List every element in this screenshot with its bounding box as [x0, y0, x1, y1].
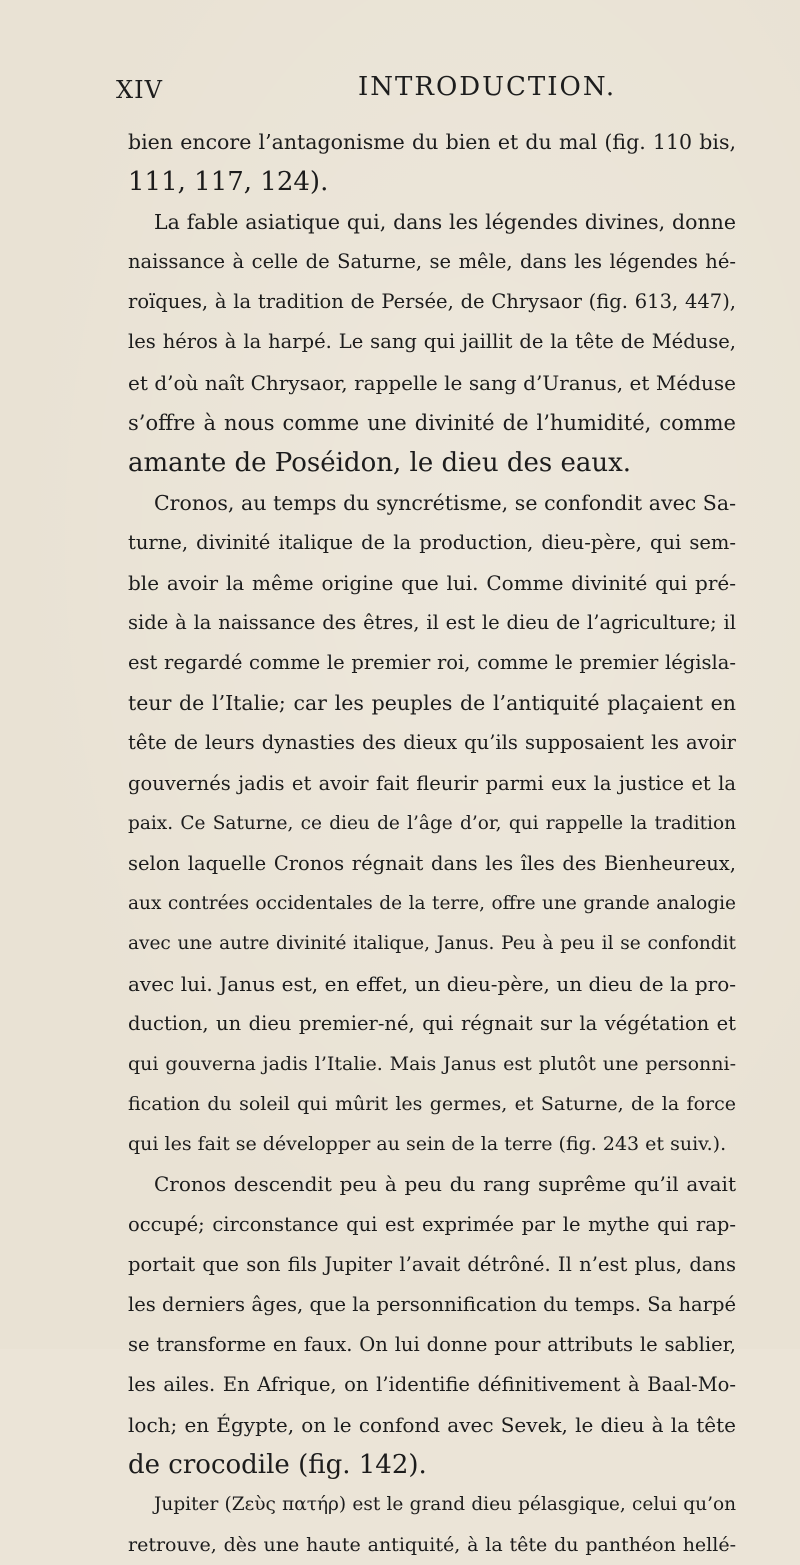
text-line: qui gouverna jadis l’Italie. Mais Janus est plutôt une personni- — [128, 1053, 736, 1076]
text-line: ble avoir la même origine que lui. Comme divinité qui pré- — [128, 571, 736, 596]
page-header — [116, 70, 736, 104]
text-line: avec une autre divinité italique, Janus. Peu à peu il se confondit — [128, 932, 736, 954]
text-line: teur de l’Italie; car les peuples de l’antiquité plaçaient en — [128, 691, 736, 716]
text-line: Cronos, au temps du syncrétisme, se confondit avec Sa- — [154, 490, 736, 515]
text-line: qui les fait se développer au sein de la terre (fig. 243 et suiv.). — [128, 1133, 727, 1156]
text-line: avec lui. Janus est, en effet, un dieu-père, un dieu de la pro- — [128, 971, 736, 996]
text-line: loch; en Égypte, on le confond avec Sevek, le dieu à la tête — [128, 1413, 736, 1437]
text-line: Jupiter (Ζεὺς πατήρ) est le grand dieu pélasgique, celui qu’on — [154, 1494, 736, 1516]
page-number: XIV — [116, 76, 163, 104]
text-line: les derniers âges, que la personnification du temps. Sa harpé — [128, 1292, 736, 1316]
text-line: selon laquelle Cronos régnait dans les îles des Bienheureux, — [128, 851, 736, 875]
text-line: turne, divinité italique de la production, dieu-père, qui sem- — [128, 530, 736, 554]
text-line: naissance à celle de Saturne, se mêle, dans les légendes hé- — [128, 250, 736, 274]
text-line: La fable asiatique qui, dans les légendes divines, donne — [154, 210, 736, 235]
text-line: duction, un dieu premier-né, qui régnait sur la végétation et — [128, 1012, 736, 1036]
running-title: INTRODUCTION. — [358, 72, 617, 102]
text-line: portait que son fils Jupiter l’avait détrôné. Il n’est plus, dans — [128, 1252, 736, 1276]
text-line: gouvernés jadis et avoir fait fleurir parmi eux la justice et la — [128, 771, 736, 795]
text-line: s’offre à nous comme une divinité de l’humidité, comme — [128, 410, 736, 435]
text-line: retrouve, dès une haute antiquité, à la tête du panthéon hellé- — [128, 1534, 736, 1557]
text-line: Cronos descendit peu à peu du rang suprême qu’il avait — [154, 1172, 736, 1197]
text-line: bien encore l’antagonisme du bien et du mal (fig. 110 bis, — [128, 130, 736, 154]
text-line: tête de leurs dynasties des dieux qu’ils supposaient les avoir — [128, 731, 736, 755]
text-line: 111, 117, 124). — [128, 167, 329, 198]
text-line: et d’où naît Chrysaor, rappelle le sang d’Uranus, et Méduse — [128, 370, 736, 395]
text-line: les héros à la harpé. Le sang qui jaillit de la tête de Méduse, — [128, 330, 736, 354]
text-line: occupé; circonstance qui est exprimée par le mythe qui rap- — [128, 1212, 736, 1236]
text-line: roïques, à la tradition de Persée, de Chrysaor (fig. 613, 447), — [128, 290, 736, 314]
text-line: amante de Poséidon, le dieu des eaux. — [128, 447, 632, 478]
text-line: aux contrées occidentales de la terre, offre une grande analogie — [128, 892, 736, 914]
text-line: se transforme en faux. On lui donne pour attributs le sablier, — [128, 1332, 736, 1356]
text-line: de crocodile (fig. 142). — [128, 1450, 427, 1481]
text-line: les ailes. En Afrique, on l’identifie définitivement à Baal-Mo- — [128, 1372, 736, 1396]
text-line: paix. Ce Saturne, ce dieu de l’âge d’or, qui rappelle la tradition — [128, 812, 736, 834]
text-line: est regardé comme le premier roi, comme le premier législa- — [128, 651, 736, 675]
text-line: side à la naissance des êtres, il est le dieu de l’agriculture; il — [128, 611, 736, 635]
text-line: fication du soleil qui mûrit les germes, et Saturne, de la force — [128, 1093, 736, 1116]
